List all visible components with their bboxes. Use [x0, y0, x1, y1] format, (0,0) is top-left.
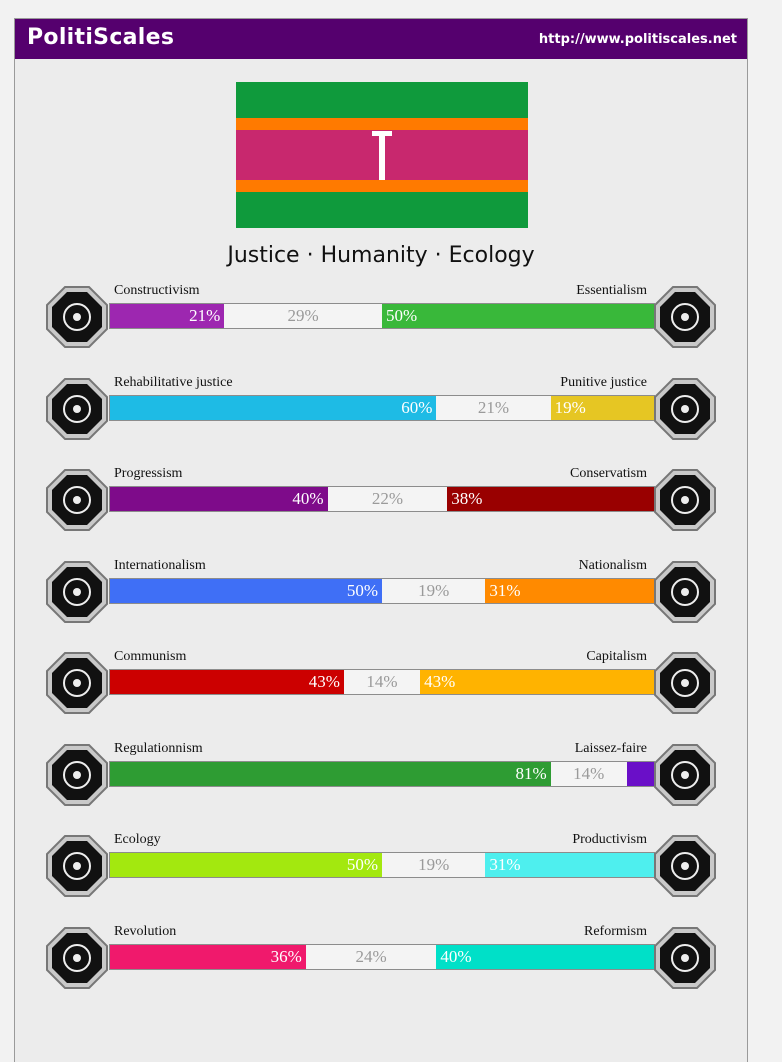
axis-bar — [109, 944, 655, 970]
axis-right-label: Capitalism — [586, 649, 647, 664]
plant-icon — [45, 834, 109, 898]
left-segment: 21% — [110, 304, 224, 328]
right-segment — [627, 762, 654, 786]
axis-bar — [109, 669, 655, 695]
site-url-link[interactable]: http://www.politiscales.net — [538, 32, 737, 47]
money-bag-icon — [653, 651, 717, 715]
left-segment: 43% — [110, 670, 344, 694]
neutral-segment: 29% — [287, 306, 319, 325]
neutral-segment: 14% — [366, 672, 398, 691]
axis-bar — [109, 578, 655, 604]
axis-left-label: Internationalism — [114, 557, 206, 573]
fist-icon — [45, 926, 109, 990]
result-card — [14, 18, 748, 1062]
right-segment: 31% — [485, 853, 654, 877]
axis-row — [15, 283, 747, 349]
axis-row — [15, 558, 747, 624]
flag-icon — [653, 560, 717, 624]
axis-left-label: Constructivism — [114, 283, 200, 298]
axis-bar — [109, 761, 655, 787]
axis-left-label: Revolution — [114, 923, 177, 939]
axis-left-label: Progressism — [114, 466, 183, 481]
neutral-segment: 21% — [477, 397, 510, 417]
axis-bar — [109, 303, 655, 329]
neutral-segment: 19% — [418, 855, 450, 874]
left-segment: 40% — [110, 487, 328, 511]
scale-icon — [653, 926, 717, 990]
left-segment: 50% — [110, 579, 382, 603]
neutral-segment: 19% — [418, 580, 450, 600]
right-segment: 50% — [382, 304, 654, 328]
axis-bar — [109, 486, 655, 512]
quill-icon — [653, 468, 717, 532]
left-segment: 81% — [110, 762, 551, 786]
axis-row — [15, 924, 747, 990]
neutral-segment: 24% — [355, 946, 387, 966]
handshake-icon — [45, 377, 109, 441]
axis-right-label: Nationalism — [578, 557, 647, 573]
right-segment: 40% — [436, 945, 654, 969]
right-segment: 19% — [551, 396, 654, 420]
axis-bar — [109, 395, 655, 421]
axis-row — [15, 832, 747, 898]
dna-icon — [653, 285, 717, 349]
rocket-icon — [45, 468, 109, 532]
factory-icon — [653, 834, 717, 898]
right-segment: 31% — [485, 579, 654, 603]
axis-row — [15, 741, 747, 807]
globe-icon — [45, 560, 109, 624]
axis-left-label: Regulationnism — [114, 740, 203, 756]
slogan: Justice · Humanity · Ecology — [227, 243, 535, 268]
header-bar — [15, 19, 747, 59]
axis-right-label: Laissez-faire — [574, 740, 647, 756]
hammer-sickle-icon — [45, 651, 109, 715]
axis-left-label: Communism — [114, 649, 187, 664]
axis-row — [15, 466, 747, 532]
eye-icon — [45, 285, 109, 349]
axis-right-label: Punitive justice — [560, 374, 647, 390]
app-title[interactable]: PolitiScales — [27, 25, 175, 50]
left-segment: 60% — [110, 396, 436, 420]
butterfly-icon — [653, 743, 717, 807]
result-flag — [236, 82, 528, 228]
axis-right-label: Productivism — [572, 832, 647, 847]
left-segment: 50% — [110, 853, 382, 877]
axis-bar — [109, 852, 655, 878]
axis-row — [15, 649, 747, 715]
ruler-icon — [45, 743, 109, 807]
axis-row — [15, 375, 747, 441]
axis-right-label: Reformism — [584, 923, 647, 939]
axis-left-label: Ecology — [114, 832, 161, 847]
right-segment: 43% — [420, 670, 654, 694]
neutral-segment: 22% — [371, 489, 404, 508]
neutral-segment: 14% — [573, 763, 605, 783]
right-segment: 38% — [447, 487, 654, 511]
axis-right-label: Conservatism — [570, 466, 647, 481]
left-segment: 36% — [110, 945, 306, 969]
prison-bars-icon — [653, 377, 717, 441]
axis-right-label: Essentialism — [576, 283, 647, 298]
axis-left-label: Rehabilitative justice — [114, 374, 233, 390]
